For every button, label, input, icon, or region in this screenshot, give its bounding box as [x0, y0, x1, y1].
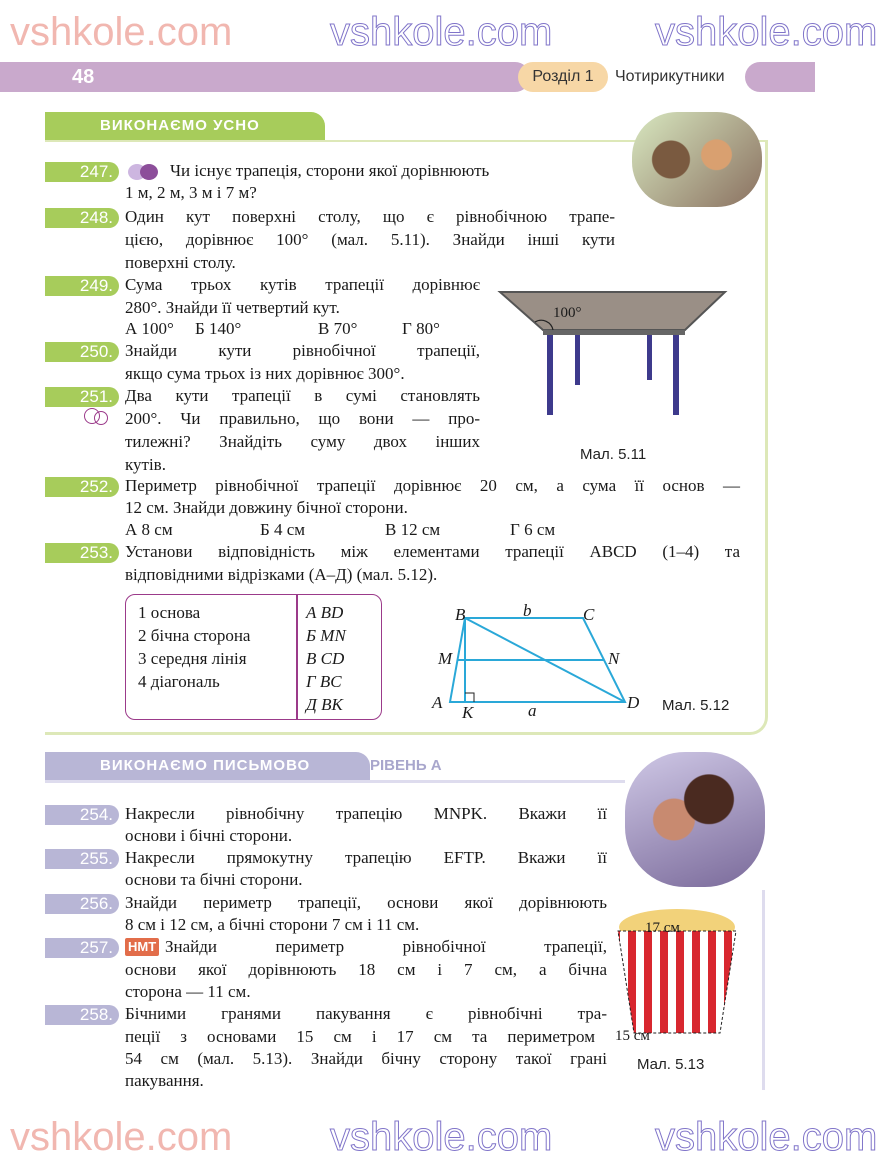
answer-option: В 70° [318, 319, 358, 338]
answer-option: А 100° [125, 319, 174, 338]
topic-title: Чотирикутники [615, 68, 725, 85]
exercise-number: 248. [45, 208, 119, 228]
exercise-text: Знайди периметр рівнобічної трапеції, [165, 937, 607, 956]
exercise-text: цією, дорівнює 100° (мал. 5.11). Знайди інші кути [125, 230, 615, 249]
exercise-number: 255. [45, 849, 119, 869]
exercise-text: якщо сума трьох із них дорівнює 300°. [125, 364, 405, 383]
dimension-label: 15 см [615, 1028, 650, 1044]
exercise-text: 1 м, 2 м, 3 м і 7 м? [125, 183, 257, 202]
table-item: В CD [306, 649, 345, 668]
answer-option: Б 4 см [260, 520, 306, 539]
exercise-text: Чи існує трапеція, сторони якої дорівнюють [170, 161, 490, 180]
exercise-text: тилежні? Знайдіть суму двох інших [125, 432, 480, 451]
exercise-number: 250. [45, 342, 119, 362]
exercise-text: Знайди кути рівнобічної трапеції, [125, 341, 480, 360]
side-label: a [528, 701, 537, 720]
vertex-label: K [462, 703, 474, 722]
exercise-text: 200°. Чи правильно, що вони — про- [125, 409, 480, 428]
exercise-number: 257. [45, 938, 119, 958]
students-photo [625, 752, 765, 887]
watermark: vshkole.com [655, 10, 877, 54]
vertex-label: N [608, 649, 620, 668]
section-divider [45, 780, 625, 783]
answer-option: Б 140° [195, 319, 242, 338]
table-right-column [306, 601, 346, 716]
exercise-text: пеції з основами 15 см і 17 см та периметром [125, 1027, 595, 1046]
vertex-label: D [627, 693, 640, 712]
matching-table [125, 594, 382, 720]
exercise-text: основи якої дорівнюють 18 см і 7 см, а бічна [125, 960, 607, 979]
exercise-number: 253. [45, 543, 119, 563]
exercise-number: 254. [45, 805, 119, 825]
figure-caption: Мал. 5.13 [637, 1056, 705, 1073]
table-item: А BD [306, 603, 344, 622]
exercise-number: 252. [45, 477, 119, 497]
angle-label: 100° [553, 305, 582, 321]
exercise-number: 247. [45, 162, 119, 182]
watermark: vshkole.com [10, 10, 233, 54]
watermark: vshkole.com [330, 1115, 553, 1159]
discussion-icon [84, 408, 110, 426]
answer-option: А 8 см [125, 520, 173, 539]
exercise-text: Два кути трапеції в сумі становлять [125, 386, 480, 405]
exercise-text: 12 см. Знайди довжину бічної сторони. [125, 498, 408, 517]
table-item: Б MN [306, 626, 346, 645]
table-figure [495, 288, 730, 423]
chapter-tab: Розділ 1 [518, 62, 608, 92]
answer-option: В 12 см [385, 520, 441, 539]
exercise-text: 280°. Знайди її четвертий кут. [125, 298, 340, 317]
exercise-number: 258. [45, 1005, 119, 1025]
side-label: b [523, 601, 532, 620]
page-number: 48 [72, 66, 95, 88]
table-item: Г BC [306, 672, 342, 691]
level-label: РІВЕНЬ А [370, 757, 442, 774]
exercise-text: відповідними відрізками (А–Д) (мал. 5.12). [125, 565, 438, 584]
dimension-label: 17 см [645, 920, 680, 936]
exercise-text: 8 см і 12 см, а бічні сторони 7 см і 11 см. [125, 915, 420, 934]
watermark: vshkole.com [330, 10, 553, 54]
exercise-text: основи та бічні сторони. [125, 870, 303, 889]
exercise-number: 249. [45, 276, 119, 296]
table-left-column [138, 601, 250, 693]
table-item: Д BK [306, 695, 343, 714]
table-item: 4 діагональ [138, 672, 220, 691]
exercise-text: Сума трьох кутів трапеції дорівнює [125, 275, 480, 294]
exercise-text: поверхні столу. [125, 253, 236, 272]
exercise-text: пакування. [125, 1071, 204, 1090]
answer-option: Г 80° [402, 319, 440, 338]
pair-work-icon [128, 164, 158, 180]
exercise-text: Установи відповідність між елементами трапеції ABCD (1–4) та [125, 542, 740, 561]
watermark: vshkole.com [655, 1115, 877, 1159]
answer-option: Г 6 см [510, 520, 556, 539]
exercise-text: Знайди периметр трапеції, основи якої дорівнюють [125, 893, 607, 912]
nmt-badge [125, 938, 159, 956]
exercise-text: Бічними гранями пакування є рівнобічні тра- [125, 1004, 607, 1023]
exercise-text: Накресли прямокутну трапецію EFTP. Вкажи її [125, 848, 607, 867]
exercise-text: Один кут поверхні столу, що є рівнобічною трапе- [125, 207, 615, 226]
exercise-text: 54 см (мал. 5.13). Знайди бічну сторону такої грані [125, 1049, 607, 1068]
exercise-text: основи і бічні сторони. [125, 826, 293, 845]
table-item: 3 середня лінія [138, 649, 247, 668]
vertex-label: B [455, 605, 466, 624]
exercise-number: 251. [45, 387, 119, 407]
exercise-text: Накресли рівнобічну трапецію MNPK. Вкажи її [125, 804, 607, 823]
table-item: 2 бічна сторона [138, 626, 251, 645]
exercise-text: Периметр рівнобічної трапеції дорівнює 20 см, а сума її основ — [125, 476, 740, 495]
nmt-label: НМТ [125, 938, 159, 956]
header-bar-end [745, 62, 815, 92]
exercise-text: кутів. [125, 455, 166, 474]
section-written-title: ВИКОНАЄМО ПИСЬМОВО [45, 752, 370, 780]
figure-caption: Мал. 5.12 [662, 697, 730, 714]
section-border [762, 890, 765, 1090]
vertex-label: A [432, 693, 443, 712]
table-item: 1 основа [138, 603, 201, 622]
students-photo [632, 112, 762, 207]
exercise-text: сторона — 11 см. [125, 982, 251, 1001]
vertex-label: M [438, 649, 453, 668]
figure-caption: Мал. 5.11 [580, 446, 647, 463]
watermark: vshkole.com [10, 1115, 233, 1159]
table-divider [296, 595, 298, 719]
vertex-label: C [583, 605, 595, 624]
section-oral-title: ВИКОНАЄМО УСНО [45, 112, 325, 140]
exercise-number: 256. [45, 894, 119, 914]
